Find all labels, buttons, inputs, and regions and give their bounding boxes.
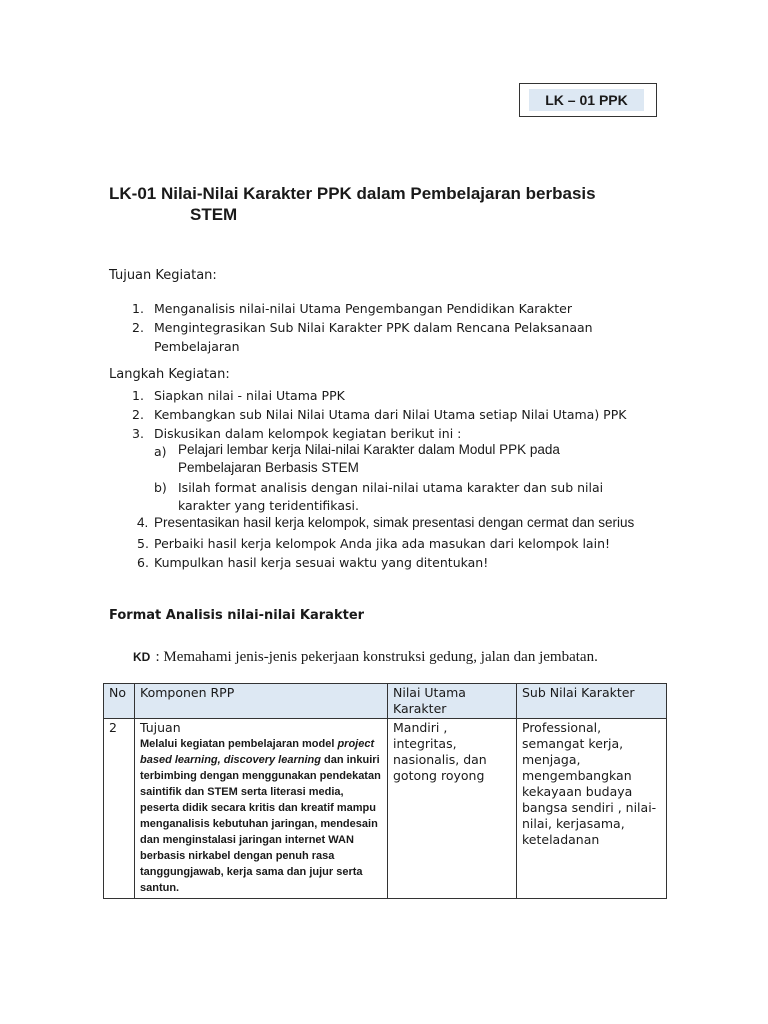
kd-text: : Memahami jenis-jenis pekerjaan konstruksi gedung, jalan dan jembatan.	[155, 649, 598, 665]
list-number: 3.	[132, 426, 144, 441]
list-text: Kumpulkan hasil kerja sesuai waktu yang ditentukan!	[154, 555, 489, 570]
document-code: LK – 01 PPK	[529, 89, 644, 111]
desc-text: dan inkuiri terbimbing dengan menggunakan pendekatan saintifik dan STEM serta literasi media, peserta didik secara kritis dan kreatif mampu menganalisis kebutuhan jaringan, mendesain dan menginstalasi jaringan internet WAN berbasis nirkabel dengan penuh rasa tanggungjawab, kerja sama dan jujur serta santun.	[140, 754, 381, 894]
document-code-box	[519, 83, 657, 117]
desc-italic: project based learning, discovery learning	[140, 738, 375, 766]
list-number: 2.	[132, 320, 144, 335]
page-title-line2: STEM	[190, 205, 238, 224]
list-text: Diskusikan dalam kelompok kegiatan berikut ini :	[154, 426, 462, 441]
kd-label: KD	[133, 650, 151, 664]
cell-sub-nilai: Professional, semangat kerja, menjaga, mengembangkan kekayaan budaya bangsa sendiri , nilai-nilai, kerjasama, keteladanan	[517, 719, 667, 899]
tujuan-item-2-cont: Pembelajaran	[154, 339, 240, 354]
desc-text: Melalui kegiatan pembelajaran model	[140, 738, 338, 750]
list-number: 5.	[137, 536, 149, 551]
kd-line	[133, 646, 598, 666]
list-text: Mengintegrasikan Sub Nilai Karakter PPK dalam Rencana Pelaksanaan	[154, 320, 593, 335]
cell-komponen	[135, 719, 388, 899]
list-text: Perbaiki hasil kerja kelompok Anda jika ada masukan dari kelompok lain!	[154, 536, 610, 551]
list-number: 1.	[132, 301, 144, 316]
komponen-description	[140, 736, 382, 896]
header-no: No	[104, 684, 135, 719]
langkah-item-4-text: Presentasikan hasil kerja kelompok, simak presentasi dengan cermat dan serius	[154, 515, 635, 530]
komponen-title: Tujuan	[140, 720, 181, 735]
cell-nilai-utama: Mandiri , integritas, nasionalis, dan gotong royong	[388, 719, 517, 899]
list-text: Siapkan nilai - nilai Utama PPK	[154, 388, 345, 403]
tujuan-heading: Tujuan Kegiatan:	[109, 268, 217, 283]
list-number: 6.	[137, 555, 149, 570]
sub-item-b-line1: Isilah format analisis dengan nilai-nilai utama karakter dan sub nilai	[178, 480, 604, 495]
langkah-item-4-num: 4.	[137, 515, 149, 530]
cell-no: 2	[104, 719, 135, 899]
table-row	[104, 719, 667, 899]
sub-item-a-num: a)	[154, 444, 167, 459]
format-heading: Format Analisis nilai-nilai Karakter	[109, 608, 365, 623]
list-number: 1.	[132, 388, 144, 403]
header-sub-nilai: Sub Nilai Karakter	[517, 684, 667, 719]
list-text: Menganalisis nilai-nilai Utama Pengembangan Pendidikan Karakter	[154, 301, 573, 316]
list-text: Kembangkan sub Nilai Nilai Utama dari Nilai Utama setiap Nilai Utama) PPK	[154, 407, 627, 422]
sub-item-a-line2: Pembelajaran Berbasis STEM	[178, 460, 359, 475]
page-title-line1: LK-01 Nilai-Nilai Karakter PPK dalam Pembelajaran berbasis	[109, 184, 596, 203]
sub-item-b-num: b)	[154, 480, 167, 495]
analysis-table	[103, 683, 667, 899]
list-number: 2.	[132, 407, 144, 422]
langkah-heading: Langkah Kegiatan:	[109, 367, 230, 382]
sub-item-b-line2: karakter yang teridentifikasi.	[178, 498, 359, 513]
table-header-row	[104, 684, 667, 719]
header-nilai-utama: Nilai Utama Karakter	[388, 684, 517, 719]
header-komponen-rpp: Komponen RPP	[135, 684, 388, 719]
sub-item-a-line1: Pelajari lembar kerja Nilai-nilai Karakter dalam Modul PPK pada	[178, 442, 560, 457]
